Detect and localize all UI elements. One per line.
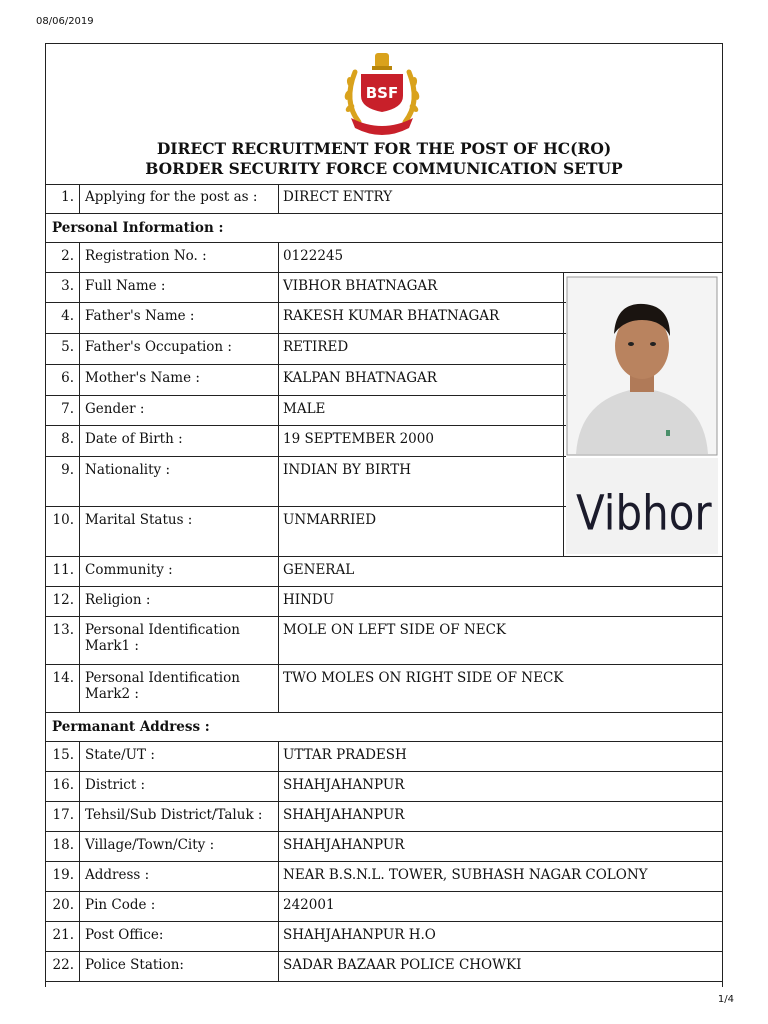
row-number: 16.: [46, 772, 80, 801]
signature-text: Vibhor: [576, 484, 712, 542]
address-row: [46, 862, 722, 891]
field-value: SHAHJAHANPUR: [283, 777, 405, 793]
row-number: 15.: [46, 742, 80, 771]
field-value: HINDU: [283, 592, 335, 608]
personal-row: [46, 303, 722, 333]
field-value: UNMARRIED: [283, 512, 377, 528]
field-value: SHAHJAHANPUR: [283, 837, 405, 853]
field-value: RETIRED: [283, 339, 349, 355]
row-number: 21.: [46, 922, 80, 951]
field-value: DIRECT ENTRY: [283, 189, 393, 205]
row-number: 17.: [46, 802, 80, 831]
field-value: GENERAL: [283, 562, 355, 578]
field-label: Full Name :: [80, 273, 279, 302]
personal-row: [46, 617, 722, 664]
field-value: TWO MOLES ON RIGHT SIDE OF NECK: [283, 670, 564, 686]
address-row: [46, 922, 722, 951]
field-value: 19 SEPTEMBER 2000: [283, 431, 434, 447]
address-row: [46, 952, 722, 981]
applying-row: [46, 184, 722, 213]
field-label: Tehsil/Sub District/Taluk :: [80, 802, 279, 831]
row-number: 12.: [46, 587, 80, 616]
permanent-address-heading: Permanant Address :: [52, 719, 210, 735]
application-form: [45, 43, 723, 987]
row-number: 14.: [46, 665, 80, 712]
address-row: [46, 772, 722, 801]
row-number: 6.: [46, 365, 80, 395]
field-value: MALE: [283, 401, 326, 417]
form-header: [46, 44, 722, 185]
personal-row: [46, 557, 722, 586]
field-label: Post Office:: [80, 922, 279, 951]
row-number: 10.: [46, 507, 80, 556]
row-number: 1.: [46, 184, 80, 213]
row-number: 3.: [46, 273, 80, 302]
personal-row: [46, 426, 722, 456]
field-label: Personal Identification Mark1 :: [80, 617, 279, 664]
bsf-logo-emblem: [337, 50, 427, 140]
field-label: Father's Occupation :: [80, 334, 279, 364]
personal-info-heading: Personal Information :: [52, 220, 224, 236]
field-value: SHAHJAHANPUR: [283, 807, 405, 823]
form-title-line2: BORDER SECURITY FORCE COMMUNICATION SETUP: [145, 159, 623, 178]
field-label: Date of Birth :: [80, 426, 279, 456]
field-label: Father's Name :: [80, 303, 279, 333]
field-label: Registration No. :: [80, 243, 279, 272]
field-label: Applying for the post as :: [80, 184, 279, 213]
field-label: Address :: [80, 862, 279, 891]
address-row: [46, 892, 722, 921]
field-label: Pin Code :: [80, 892, 279, 921]
row-number: 9.: [46, 457, 80, 506]
field-value: 242001: [283, 897, 335, 913]
field-value: UTTAR PRADESH: [283, 747, 407, 763]
row-number: 20.: [46, 892, 80, 921]
row-number: 4.: [46, 303, 80, 333]
field-label: Mother's Name :: [80, 365, 279, 395]
row-number: 8.: [46, 426, 80, 456]
field-label: Police Station:: [80, 952, 279, 981]
address-row: [46, 742, 722, 771]
personal-row: [46, 457, 722, 506]
field-value: SADAR BAZAAR POLICE CHOWKI: [283, 957, 522, 973]
personal-row: [46, 273, 722, 302]
personal-row: [46, 665, 722, 712]
field-label: District :: [80, 772, 279, 801]
field-value: 0122245: [283, 248, 344, 264]
row-number: 22.: [46, 952, 80, 981]
field-label: Village/Town/City :: [80, 832, 279, 861]
field-label: Marital Status :: [80, 507, 279, 556]
field-value: VIBHOR BHATNAGAR: [283, 278, 438, 294]
personal-row: [46, 507, 722, 556]
print-date: 08/06/2019: [36, 16, 94, 27]
row-number: 18.: [46, 832, 80, 861]
personal-row: [46, 587, 722, 616]
page-number: 1/4: [717, 994, 734, 1005]
field-label: Community :: [80, 557, 279, 586]
field-value: NEAR B.S.N.L. TOWER, SUBHASH NAGAR COLONY: [283, 867, 648, 883]
row-number: 7.: [46, 396, 80, 425]
field-value: RAKESH KUMAR BHATNAGAR: [283, 308, 500, 324]
personal-row: [46, 334, 722, 364]
row-number: 11.: [46, 557, 80, 586]
field-label: Religion :: [80, 587, 279, 616]
field-value: SHAHJAHANPUR H.O: [283, 927, 436, 943]
field-label: Gender :: [80, 396, 279, 425]
personal-row: [46, 396, 722, 425]
row-number: 13.: [46, 617, 80, 664]
address-row: [46, 832, 722, 861]
field-label: State/UT :: [80, 742, 279, 771]
row-number: 2.: [46, 243, 80, 272]
field-value: MOLE ON LEFT SIDE OF NECK: [283, 622, 507, 638]
personal-row: [46, 365, 722, 395]
field-value: INDIAN BY BIRTH: [283, 462, 411, 478]
address-row: [46, 802, 722, 831]
row-number: 19.: [46, 862, 80, 891]
row-number: 5.: [46, 334, 80, 364]
field-label: Nationality :: [80, 457, 279, 506]
personal-row: [46, 243, 722, 272]
field-label: Personal Identification Mark2 :: [80, 665, 279, 712]
form-title-line1: DIRECT RECRUITMENT FOR THE POST OF HC(RO): [156, 139, 612, 158]
logo-text: BSF: [365, 84, 399, 102]
field-value: KALPAN BHATNAGAR: [283, 370, 437, 386]
